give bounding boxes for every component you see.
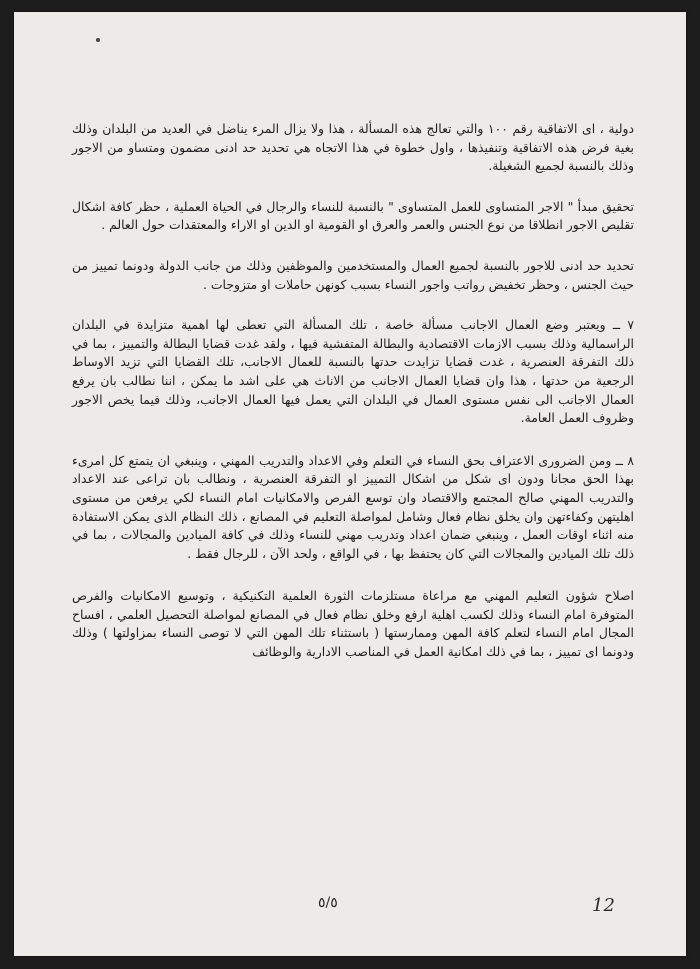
- paragraph-minimum-wage: تحديد حد ادنى للاجور بالنسبة لجميع العمال والمستخدمين والموظفين وذلك من جانب الدولة ودونما تمييز من حيث الجنس ، وحظر تخفيض رواتب واجور النساء بسبب كونهن حاملات او متزوجات .: [72, 257, 634, 292]
- paragraph-equal-pay: تحقيق مبدأ " الاجر المتساوى للعمل المتساوى " بالنسبة للنساء والرجال في الحياة العملية ، حظر كافة اشكال تقليص الاجور انطلاقا من نوع الجنس والعمر والعرق او القومية او الدين او الاراء والمعتقدات حول العالم .: [72, 198, 634, 233]
- paragraph-item-8: ٨ ــ ومن الضرورى الاعتراف بحق النساء في التعلم وفي الاعداد والتدريب المهني ، وينبغي ان يتمتع كل امرىء بهذا الحق مجانا ودون اى شكل من اشكال التمييز او التفرقة العنصرية ، ونطالب بان تراعى عند الاعداد والتدريب المهني صالح المجتمع والاقتصاد وان توسع الفرص والامكانيات امام النساء لكي يرفعن من مستوى اهليتهن وكفاءتهن وان يخلق نظام فعال وشامل لمواصلة التعليم في المصانع ، ذلك النظام الذى يمكن الاستفادة منه اثناء اوقات العمل ، وينبغي ضمان اعداد وتدريب مهني للنساء وذلك في كافة الميادين والمجالات ، بما في ذلك تلك الميادين والمجالات التي كان يحتفظ بها ، في الواقع ، ولحد الآن ، للرجال فقط .: [72, 452, 634, 561]
- document-body: [72, 120, 634, 684]
- page-number: ٥/٥: [318, 895, 338, 911]
- paragraph-item-7: ٧ ــ ويعتبر وضع العمال الاجانب مسألة خاصة ، تلك المسألة التي تعطى لها اهمية متزايدة في البلدان الراسمالية وذلك بسبب الازمات الاقتصادية والبطالة المتفشية فيها ، ولقد غدت قضايا البطالة والتمييز ، بما في ذلك التفرقة العنصرية ، غدت قضايا تزايدت حدتها بالنسبة للعمال الاجانب، تلك القضايا التي تزيد الاوساط الرجعية من حدتها ، هذا وان قضايا العمال الاجانب من الاناث هي على اشد ما يمكن ، اننا نطالب بان يرفع العمال الاجانب الى نفس مستوى العمال في البلدان التي يعمل فيها العمال الاجانب، وذلك فيما يخص الاجور وظروف العمل العامة.: [72, 317, 634, 426]
- document-page: [14, 12, 686, 956]
- paragraph-continuation: دولية ، اى الاتفاقية رقم ١٠٠ والتي تعالج هذه المسألة ، هذا ولا يزال المرء يناضل في العديد من البلدان وذلك بغية فرض هذه الاتفاقية وتنفيذها ، واول خطوة في هذا الاتجاه هي تحديد حد ادنى مضمون ومتساو من الاجور وذلك بالنسبة لجميع الشغيلة.: [72, 121, 634, 174]
- punch-mark: [96, 38, 100, 42]
- paragraph-vocational-reform: اصلاح شؤون التعليم المهني مع مراعاة مستلزمات الثورة العلمية التكنيكية ، وتوسيع الامكانيات والفرص المتوفرة امام النساء وذلك لكسب اهلية ارفع وخلق نظام فعال في المصانع لمواصلة التحصيل العلمي ، افساح المجال امام النساء لتعلم كافة المهن وممارستها ( باستثناء تلك المهن التي لا توصى النساء بمزاولتها ) وذلك ودونما اى تمييز ، بما في ذلك امكانية العمل في المناصب الادارية والوظائف: [72, 588, 634, 660]
- handwritten-page-number: 12: [592, 895, 615, 916]
